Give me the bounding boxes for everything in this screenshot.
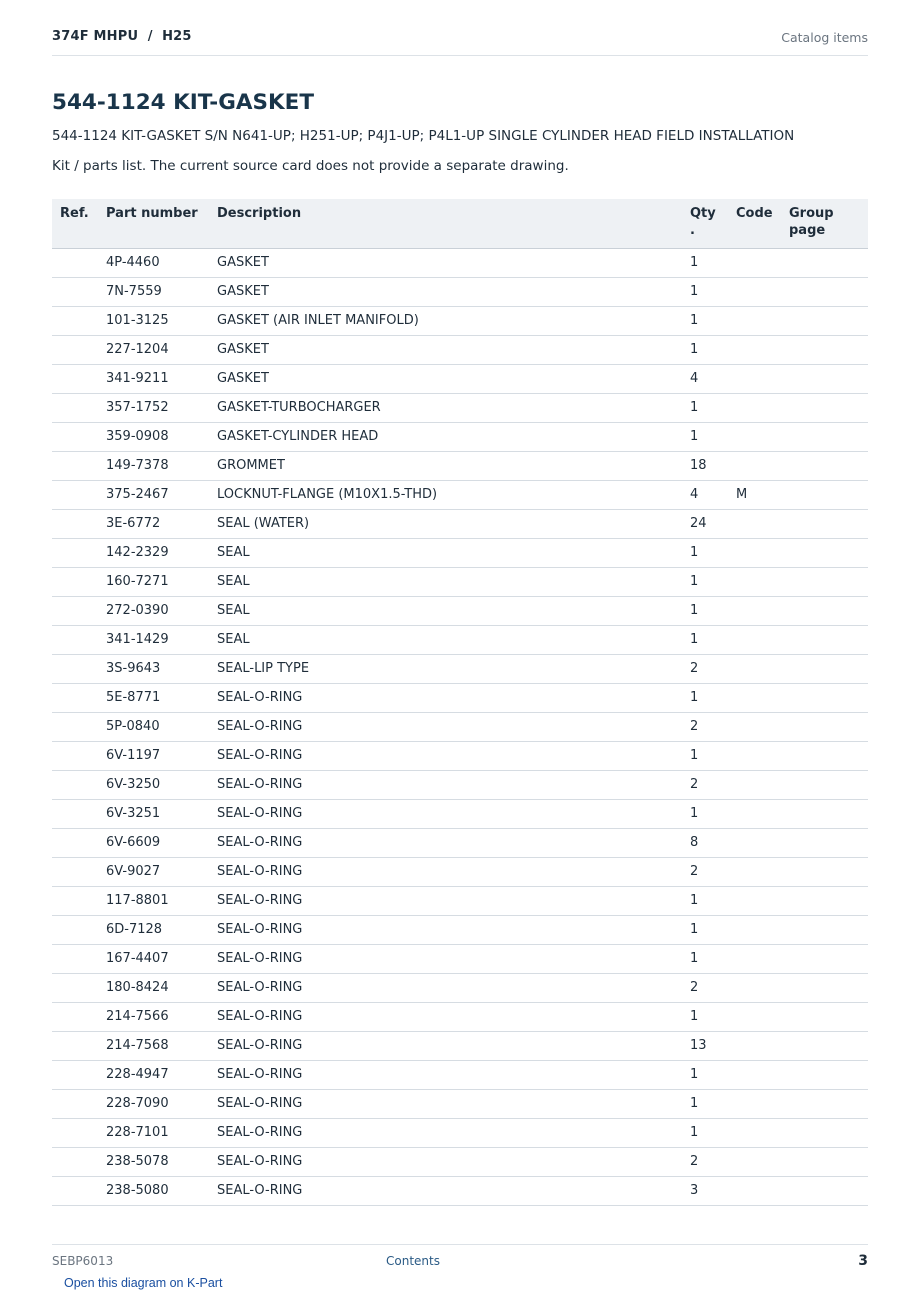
table-row	[52, 625, 868, 654]
cell-qty: 3	[690, 1176, 736, 1205]
cell-part-number: 160-7271	[106, 567, 217, 596]
cell-qty: 1	[690, 596, 736, 625]
cell-description: GASKET	[217, 277, 690, 306]
cell-group-page	[789, 335, 868, 364]
cell-ref	[52, 364, 106, 393]
cell-code	[736, 509, 789, 538]
cell-part-number: 149-7378	[106, 451, 217, 480]
cell-qty: 1	[690, 538, 736, 567]
cell-part-number: 6V-3250	[106, 770, 217, 799]
table-row	[52, 1176, 868, 1205]
cell-group-page	[789, 422, 868, 451]
table-row	[52, 335, 868, 364]
cell-part-number: 142-2329	[106, 538, 217, 567]
cell-code	[736, 1031, 789, 1060]
cell-ref	[52, 277, 106, 306]
cell-qty: 1	[690, 393, 736, 422]
contents-link[interactable]: Contents	[386, 1254, 440, 1268]
cell-ref	[52, 422, 106, 451]
cell-part-number: 214-7566	[106, 1002, 217, 1031]
cell-part-number: 3S-9643	[106, 654, 217, 683]
source-note: Kit / parts list. The current source card does not provide a separate drawing.	[52, 158, 569, 174]
column-header-ref: Ref.	[52, 199, 106, 248]
cell-ref	[52, 1060, 106, 1089]
cell-qty: 1	[690, 1002, 736, 1031]
cell-ref	[52, 1089, 106, 1118]
cell-ref	[52, 509, 106, 538]
cell-group-page	[789, 654, 868, 683]
cell-ref	[52, 1147, 106, 1176]
cell-part-number: 180-8424	[106, 973, 217, 1002]
cell-part-number: 117-8801	[106, 886, 217, 915]
cell-ref	[52, 654, 106, 683]
cell-part-number: 6D-7128	[106, 915, 217, 944]
cell-qty: 2	[690, 1147, 736, 1176]
table-row	[52, 306, 868, 335]
cell-qty: 2	[690, 654, 736, 683]
column-header-qty: Qty .	[690, 199, 736, 248]
kit-description: 544-1124 KIT-GASKET S/N N641-UP; H251-UP; P4J1-UP; P4L1-UP SINGLE CYLINDER HEAD FIELD INSTALLATION	[52, 128, 795, 144]
table-row	[52, 1089, 868, 1118]
cell-part-number: 3E-6772	[106, 509, 217, 538]
cell-group-page	[789, 248, 868, 277]
cell-qty: 1	[690, 335, 736, 364]
cell-description: SEAL-O-RING	[217, 857, 690, 886]
cell-part-number: 238-5078	[106, 1147, 217, 1176]
cell-qty: 1	[690, 683, 736, 712]
cell-part-number: 4P-4460	[106, 248, 217, 277]
cell-ref	[52, 596, 106, 625]
cell-qty: 2	[690, 973, 736, 1002]
table-row	[52, 886, 868, 915]
cell-description: SEAL-O-RING	[217, 1118, 690, 1147]
cell-part-number: 359-0908	[106, 422, 217, 451]
cell-description: SEAL-O-RING	[217, 683, 690, 712]
cell-code	[736, 567, 789, 596]
cell-ref	[52, 567, 106, 596]
cell-code	[736, 1089, 789, 1118]
cell-description: SEAL-O-RING	[217, 1031, 690, 1060]
cell-group-page	[789, 538, 868, 567]
cell-code	[736, 538, 789, 567]
cell-qty: 1	[690, 741, 736, 770]
cell-qty: 4	[690, 364, 736, 393]
cell-description: SEAL	[217, 567, 690, 596]
table-row	[52, 944, 868, 973]
cell-code	[736, 1147, 789, 1176]
cell-description: GASKET-TURBOCHARGER	[217, 393, 690, 422]
table-row	[52, 828, 868, 857]
cell-description: SEAL-O-RING	[217, 1147, 690, 1176]
cell-description: SEAL-O-RING	[217, 712, 690, 741]
cell-part-number: 214-7568	[106, 1031, 217, 1060]
cell-group-page	[789, 1118, 868, 1147]
cell-description: GASKET	[217, 335, 690, 364]
cell-code	[736, 857, 789, 886]
cell-code	[736, 306, 789, 335]
cell-part-number: 375-2467	[106, 480, 217, 509]
cell-ref	[52, 538, 106, 567]
cell-ref	[52, 828, 106, 857]
cell-description: GASKET-CYLINDER HEAD	[217, 422, 690, 451]
cell-group-page	[789, 277, 868, 306]
cell-group-page	[789, 306, 868, 335]
cell-part-number: 357-1752	[106, 393, 217, 422]
cell-description: SEAL-LIP TYPE	[217, 654, 690, 683]
cell-qty: 24	[690, 509, 736, 538]
cell-description: GROMMET	[217, 451, 690, 480]
cell-qty: 18	[690, 451, 736, 480]
cell-code	[736, 277, 789, 306]
cell-qty: 1	[690, 567, 736, 596]
cell-code	[736, 451, 789, 480]
cell-description: SEAL-O-RING	[217, 1060, 690, 1089]
cell-ref	[52, 480, 106, 509]
table-row	[52, 248, 868, 277]
cell-description: SEAL-O-RING	[217, 799, 690, 828]
cell-description: SEAL	[217, 596, 690, 625]
cell-code	[736, 625, 789, 654]
column-header-group-page: Group page	[789, 199, 868, 248]
table-row	[52, 509, 868, 538]
cell-code	[736, 915, 789, 944]
page-footer	[52, 1244, 868, 1274]
cell-code	[736, 683, 789, 712]
table-row	[52, 857, 868, 886]
cell-qty: 1	[690, 422, 736, 451]
table-row	[52, 654, 868, 683]
cell-qty: 4	[690, 480, 736, 509]
cell-group-page	[789, 1089, 868, 1118]
page-header	[52, 27, 868, 56]
cell-code	[736, 886, 789, 915]
cell-code	[736, 1176, 789, 1205]
cell-ref	[52, 1176, 106, 1205]
table-row	[52, 480, 868, 509]
table-row	[52, 770, 868, 799]
cell-group-page	[789, 915, 868, 944]
cell-description: SEAL-O-RING	[217, 886, 690, 915]
cell-ref	[52, 248, 106, 277]
cell-ref	[52, 712, 106, 741]
cell-part-number: 7N-7559	[106, 277, 217, 306]
cell-description: SEAL-O-RING	[217, 973, 690, 1002]
table-row	[52, 596, 868, 625]
table-row	[52, 567, 868, 596]
cell-group-page	[789, 480, 868, 509]
parts-table-body	[52, 248, 868, 1205]
cell-part-number: 341-1429	[106, 625, 217, 654]
cell-code	[736, 770, 789, 799]
cell-ref	[52, 770, 106, 799]
cell-code	[736, 364, 789, 393]
cell-code	[736, 335, 789, 364]
cell-group-page	[789, 1176, 868, 1205]
cell-group-page	[789, 364, 868, 393]
cell-description: SEAL-O-RING	[217, 1089, 690, 1118]
cell-group-page	[789, 451, 868, 480]
cell-part-number: 101-3125	[106, 306, 217, 335]
open-kpart-diagram-link[interactable]: Open this diagram on K-Part	[64, 1276, 223, 1290]
cell-part-number: 6V-9027	[106, 857, 217, 886]
cell-qty: 2	[690, 712, 736, 741]
cell-group-page	[789, 799, 868, 828]
cell-part-number: 227-1204	[106, 335, 217, 364]
cell-description: LOCKNUT-FLANGE (M10X1.5-THD)	[217, 480, 690, 509]
cell-ref	[52, 1031, 106, 1060]
table-row	[52, 915, 868, 944]
table-row	[52, 741, 868, 770]
table-row	[52, 799, 868, 828]
cell-group-page	[789, 1031, 868, 1060]
cell-description: SEAL	[217, 538, 690, 567]
table-row	[52, 538, 868, 567]
table-row	[52, 364, 868, 393]
cell-ref	[52, 857, 106, 886]
cell-description: SEAL (WATER)	[217, 509, 690, 538]
cell-part-number: 228-7090	[106, 1089, 217, 1118]
cell-group-page	[789, 1060, 868, 1089]
cell-group-page	[789, 886, 868, 915]
cell-ref	[52, 1002, 106, 1031]
table-row	[52, 973, 868, 1002]
page-title: 544-1124 KIT-GASKET	[52, 90, 314, 115]
cell-qty: 1	[690, 799, 736, 828]
cell-ref	[52, 886, 106, 915]
cell-code	[736, 799, 789, 828]
cell-ref	[52, 451, 106, 480]
cell-qty: 1	[690, 1060, 736, 1089]
cell-group-page	[789, 509, 868, 538]
cell-code	[736, 1118, 789, 1147]
cell-part-number: 6V-3251	[106, 799, 217, 828]
cell-part-number: 167-4407	[106, 944, 217, 973]
cell-part-number: 238-5080	[106, 1176, 217, 1205]
table-row	[52, 422, 868, 451]
cell-description: SEAL-O-RING	[217, 915, 690, 944]
cell-description: SEAL-O-RING	[217, 944, 690, 973]
cell-group-page	[789, 1147, 868, 1176]
cell-code	[736, 712, 789, 741]
cell-qty: 8	[690, 828, 736, 857]
cell-description: SEAL-O-RING	[217, 770, 690, 799]
cell-group-page	[789, 1002, 868, 1031]
cell-code: M	[736, 480, 789, 509]
cell-code	[736, 1060, 789, 1089]
cell-qty: 1	[690, 915, 736, 944]
cell-part-number: 5E-8771	[106, 683, 217, 712]
cell-ref	[52, 973, 106, 1002]
cell-ref	[52, 1118, 106, 1147]
cell-code	[736, 944, 789, 973]
cell-qty: 1	[690, 625, 736, 654]
table-row	[52, 277, 868, 306]
cell-description: SEAL-O-RING	[217, 828, 690, 857]
cell-description: SEAL	[217, 625, 690, 654]
parts-table	[52, 199, 868, 1206]
cell-group-page	[789, 625, 868, 654]
cell-ref	[52, 741, 106, 770]
column-header-code: Code	[736, 199, 789, 248]
cell-qty: 1	[690, 1118, 736, 1147]
cell-description: SEAL-O-RING	[217, 1002, 690, 1031]
cell-code	[736, 422, 789, 451]
cell-qty: 1	[690, 944, 736, 973]
document-id: SEBP6013	[52, 1254, 114, 1268]
cell-part-number: 5P-0840	[106, 712, 217, 741]
column-header-part-number: Part number	[106, 199, 217, 248]
cell-ref	[52, 683, 106, 712]
cell-group-page	[789, 741, 868, 770]
cell-group-page	[789, 393, 868, 422]
cell-group-page	[789, 944, 868, 973]
cell-part-number: 228-4947	[106, 1060, 217, 1089]
cell-part-number: 6V-6609	[106, 828, 217, 857]
cell-qty: 2	[690, 770, 736, 799]
table-row	[52, 1147, 868, 1176]
cell-ref	[52, 915, 106, 944]
cell-group-page	[789, 973, 868, 1002]
table-row	[52, 1118, 868, 1147]
cell-part-number: 272-0390	[106, 596, 217, 625]
cell-code	[736, 973, 789, 1002]
cell-qty: 2	[690, 857, 736, 886]
cell-code	[736, 1002, 789, 1031]
cell-code	[736, 654, 789, 683]
cell-code	[736, 393, 789, 422]
cell-group-page	[789, 712, 868, 741]
cell-code	[736, 741, 789, 770]
cell-ref	[52, 625, 106, 654]
cell-ref	[52, 393, 106, 422]
table-row	[52, 451, 868, 480]
cell-description: SEAL-O-RING	[217, 741, 690, 770]
table-row	[52, 712, 868, 741]
breadcrumb: 374F MHPU / H25	[52, 29, 192, 44]
catalog-items-link[interactable]: Catalog items	[781, 30, 868, 45]
cell-qty: 1	[690, 1089, 736, 1118]
cell-code	[736, 828, 789, 857]
cell-qty: 1	[690, 248, 736, 277]
cell-group-page	[789, 857, 868, 886]
cell-group-page	[789, 567, 868, 596]
table-row	[52, 1031, 868, 1060]
cell-qty: 1	[690, 886, 736, 915]
cell-code	[736, 248, 789, 277]
cell-part-number: 341-9211	[106, 364, 217, 393]
cell-description: GASKET	[217, 248, 690, 277]
cell-group-page	[789, 770, 868, 799]
cell-group-page	[789, 596, 868, 625]
cell-description: SEAL-O-RING	[217, 1176, 690, 1205]
cell-group-page	[789, 683, 868, 712]
cell-ref	[52, 335, 106, 364]
cell-qty: 13	[690, 1031, 736, 1060]
cell-qty: 1	[690, 306, 736, 335]
cell-code	[736, 596, 789, 625]
table-header-row	[52, 199, 868, 248]
cell-ref	[52, 944, 106, 973]
cell-part-number: 6V-1197	[106, 741, 217, 770]
cell-group-page	[789, 828, 868, 857]
cell-ref	[52, 306, 106, 335]
table-row	[52, 1002, 868, 1031]
cell-description: GASKET	[217, 364, 690, 393]
table-row	[52, 683, 868, 712]
table-row	[52, 1060, 868, 1089]
page-number: 3	[858, 1253, 868, 1269]
cell-description: GASKET (AIR INLET MANIFOLD)	[217, 306, 690, 335]
cell-qty: 1	[690, 277, 736, 306]
cell-part-number: 228-7101	[106, 1118, 217, 1147]
column-header-description: Description	[217, 199, 690, 248]
cell-ref	[52, 799, 106, 828]
table-row	[52, 393, 868, 422]
